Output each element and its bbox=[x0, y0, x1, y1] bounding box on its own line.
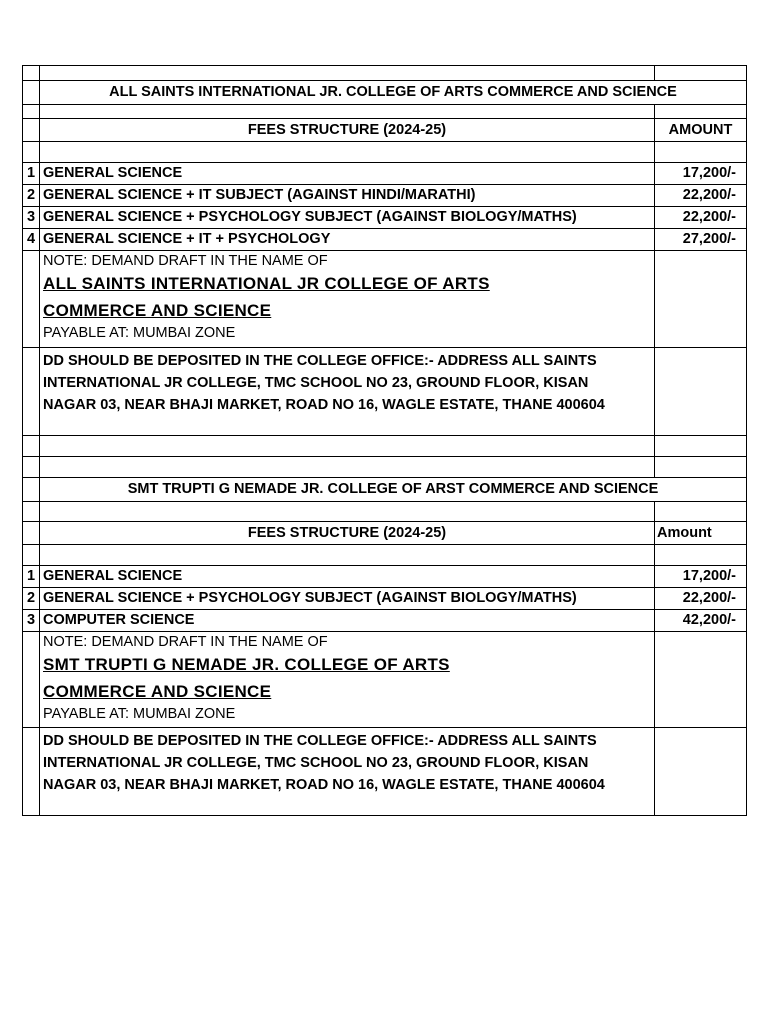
fees-heading-row bbox=[23, 522, 747, 545]
fees-spreadsheet bbox=[22, 65, 747, 816]
demand-draft-note bbox=[40, 251, 655, 348]
serial-number: 3 bbox=[23, 207, 40, 229]
dd-address-line2: INTERNATIONAL JR COLLEGE, TMC SCHOOL NO 23, GROUND FLOOR, KISAN bbox=[43, 375, 589, 391]
dd-address-line1: DD SHOULD BE DEPOSITED IN THE COLLEGE OFFICE:- ADDRESS ALL SAINTS bbox=[43, 733, 597, 749]
fee-amount: 17,200/- bbox=[655, 566, 747, 588]
fees-heading: FEES STRUCTURE (2024-25) bbox=[40, 119, 655, 142]
empty-row bbox=[23, 66, 747, 81]
payee-name-line2: COMMERCE AND SCIENCE bbox=[43, 682, 272, 701]
demand-draft-note bbox=[40, 632, 655, 728]
serial-number: 2 bbox=[23, 588, 40, 610]
fee-amount: 17,200/- bbox=[655, 163, 747, 185]
empty-row bbox=[23, 545, 747, 566]
empty-row bbox=[23, 457, 747, 478]
serial-number: 1 bbox=[23, 566, 40, 588]
serial-number: 2 bbox=[23, 185, 40, 207]
college-title-row bbox=[23, 81, 747, 105]
payee-name-line1: ALL SAINTS INTERNATIONAL JR COLLEGE OF ARTS bbox=[43, 274, 490, 293]
fee-amount: 22,200/- bbox=[655, 588, 747, 610]
fee-amount: 27,200/- bbox=[655, 229, 747, 251]
dd-address-row bbox=[23, 728, 747, 816]
payee-name-line1: SMT TRUPTI G NEMADE JR. COLLEGE OF ARTS bbox=[43, 655, 450, 674]
fee-row bbox=[23, 163, 747, 185]
college-title: SMT TRUPTI G NEMADE JR. COLLEGE OF ARST COMMERCE AND SCIENCE bbox=[40, 478, 747, 502]
course-name: GENERAL SCIENCE + IT + PSYCHOLOGY bbox=[40, 229, 655, 251]
note-row bbox=[23, 632, 747, 728]
amount-heading: AMOUNT bbox=[655, 119, 747, 142]
fee-amount: 42,200/- bbox=[655, 610, 747, 632]
dd-address-row bbox=[23, 348, 747, 436]
fee-row bbox=[23, 185, 747, 207]
payee-name-line2: COMMERCE AND SCIENCE bbox=[43, 301, 272, 320]
fee-amount: 22,200/- bbox=[655, 207, 747, 229]
dd-address-line1: DD SHOULD BE DEPOSITED IN THE COLLEGE OFFICE:- ADDRESS ALL SAINTS bbox=[43, 353, 597, 369]
empty-row bbox=[23, 436, 747, 457]
dd-deposit-address bbox=[40, 728, 655, 816]
amount-heading: Amount bbox=[655, 522, 747, 545]
empty-row bbox=[23, 105, 747, 119]
dd-address-line3: NAGAR 03, NEAR BHAJI MARKET, ROAD NO 16, WAGLE ESTATE, THANE 400604 bbox=[43, 777, 605, 793]
fee-amount: 22,200/- bbox=[655, 185, 747, 207]
course-name: GENERAL SCIENCE + IT SUBJECT (AGAINST HINDI/MARATHI) bbox=[40, 185, 655, 207]
fee-row bbox=[23, 566, 747, 588]
dd-deposit-address bbox=[40, 348, 655, 436]
serial-number: 4 bbox=[23, 229, 40, 251]
course-name: COMPUTER SCIENCE bbox=[40, 610, 655, 632]
payable-at: PAYABLE AT: MUMBAI ZONE bbox=[43, 706, 236, 722]
course-name: GENERAL SCIENCE + PSYCHOLOGY SUBJECT (AGAINST BIOLOGY/MATHS) bbox=[40, 207, 655, 229]
fee-row bbox=[23, 610, 747, 632]
fee-row bbox=[23, 588, 747, 610]
serial-number: 3 bbox=[23, 610, 40, 632]
note-row bbox=[23, 251, 747, 348]
fee-row bbox=[23, 229, 747, 251]
fees-heading-row bbox=[23, 119, 747, 142]
fees-heading: FEES STRUCTURE (2024-25) bbox=[40, 522, 655, 545]
empty-row bbox=[23, 502, 747, 522]
payable-at: PAYABLE AT: MUMBAI ZONE bbox=[43, 325, 236, 341]
note-label: NOTE: DEMAND DRAFT IN THE NAME OF bbox=[43, 253, 328, 269]
dd-address-line2: INTERNATIONAL JR COLLEGE, TMC SCHOOL NO 23, GROUND FLOOR, KISAN bbox=[43, 755, 589, 771]
serial-number: 1 bbox=[23, 163, 40, 185]
note-label: NOTE: DEMAND DRAFT IN THE NAME OF bbox=[43, 634, 328, 650]
college-title-row bbox=[23, 478, 747, 502]
empty-row bbox=[23, 142, 747, 163]
course-name: GENERAL SCIENCE + PSYCHOLOGY SUBJECT (AGAINST BIOLOGY/MATHS) bbox=[40, 588, 655, 610]
course-name: GENERAL SCIENCE bbox=[40, 566, 655, 588]
course-name: GENERAL SCIENCE bbox=[40, 163, 655, 185]
fee-row bbox=[23, 207, 747, 229]
dd-address-line3: NAGAR 03, NEAR BHAJI MARKET, ROAD NO 16, WAGLE ESTATE, THANE 400604 bbox=[43, 397, 605, 413]
college-title: ALL SAINTS INTERNATIONAL JR. COLLEGE OF ARTS COMMERCE AND SCIENCE bbox=[40, 81, 747, 105]
